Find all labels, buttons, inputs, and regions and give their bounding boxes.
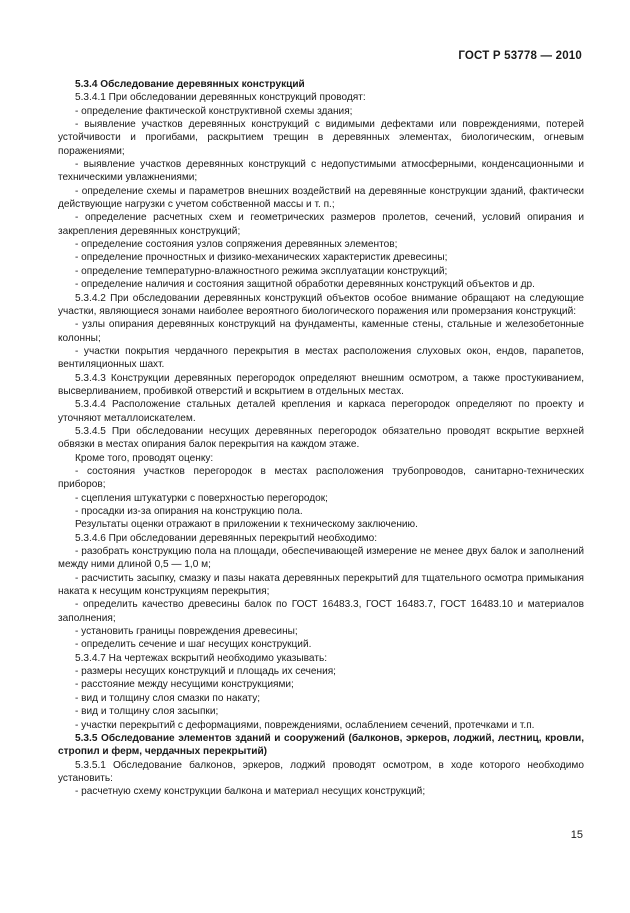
paragraph: - вид и толщину слоя засыпки; <box>75 706 219 718</box>
paragraph: - определение прочностных и физико-механических характеристик древесины; <box>75 252 448 264</box>
paragraph: - установить границы повреждения древесины; <box>75 626 298 638</box>
paragraph: - определить сечение и шаг несущих конструкций. <box>75 639 312 651</box>
paragraph: - узлы опирания деревянных конструкций на фундаменты, каменные стены, стальные и железобетонные колонны; <box>58 319 584 344</box>
paragraph: - выявление участков деревянных конструкций с видимыми дефектами или повреждениями, потерей устойчивости и прогибами, раскрытием трещин в деревянных элементах, биологическим, огневым поражениями; <box>58 119 584 157</box>
paragraph: - состояния участков перегородок в местах расположения трубопроводов, санитарно-технических приборов; <box>58 465 584 491</box>
paragraph: 5.3.4.1 При обследовании деревянных конструкций проводят: <box>75 92 366 104</box>
section-heading: 5.3.4 Обследование деревянных конструкций <box>75 79 305 90</box>
paragraph: 5.3.4.7 На чертежах вскрытий необходимо указывать: <box>75 652 328 664</box>
page-number: 15 <box>570 829 583 841</box>
standard-header: ГОСТ Р 53778 — 2010 <box>458 50 582 62</box>
paragraph: - определение фактической конструктивной схемы здания; <box>75 105 353 117</box>
paragraph: - участки покрытия чердачного перекрытия в местах расположения слуховых окон, ендов, парапетов, вентиляционных шахт. <box>58 345 584 371</box>
paragraph: Результаты оценки отражают в приложении к техническому заключению. <box>75 519 418 531</box>
paragraph: 5.3.4.5 При обследовании несущих деревянных перегородок обязательно проводят вскрытие верхней обвязки в местах опирания балок перекрытия на каждом этаже. <box>58 425 584 451</box>
paragraph: - просадки из-за опирания на конструкцию пола. <box>75 506 303 517</box>
paragraph: 5.3.4.2 При обследовании деревянных конструкций объектов особое внимание обращают на следующие участки, являющиеся зонами наиболее вероятного биологического поражения или промерзания конструкций: <box>58 292 584 317</box>
paragraph: - определить качество древесины балок по ГОСТ 16483.3, ГОСТ 16483.7, ГОСТ 16483.10 и материалов заполнения; <box>58 599 584 624</box>
paragraph: - участки перекрытий с деформациями, повреждениями, ослаблением сечений, протечками и т.п. <box>75 719 535 731</box>
paragraph: Кроме того, проводят оценку: <box>75 452 214 464</box>
paragraph: - расстояние между несущими конструкциями; <box>75 679 294 691</box>
paragraph: - определение температурно-влажностного режима эксплуатации конструкций; <box>75 265 448 277</box>
paragraph: - размеры несущих конструкций и площадь их сечения; <box>75 666 336 678</box>
paragraph: - сцепления штукатурки с поверхностью перегородок; <box>75 492 328 504</box>
paragraph: 5.3.4.6 При обследовании деревянных перекрытий необходимо: <box>75 532 378 544</box>
paragraph: 5.3.5.1 Обследование балконов, эркеров, лоджий проводят осмотром, в ходе которого необходимо установить: <box>58 759 584 784</box>
paragraph: - определение расчетных схем и геометрических размеров пролетов, сечений, условий опирания и закрепления деревянных конструкций; <box>58 212 584 237</box>
document-body <box>58 78 584 799</box>
paragraph: - определение наличия и состояния защитной обработки деревянных конструкций объектов и др. <box>75 279 535 291</box>
paragraph: 5.3.4.3 Конструкции деревянных перегородок определяют внешним осмотром, а также простукиванием, высверливанием, пробивкой отверстий и вскрытием в отдельных местах. <box>58 372 584 397</box>
paragraph: - вид и толщину слоя смазки по накату; <box>75 692 261 704</box>
paragraph: 5.3.4.4 Расположение стальных деталей крепления и каркаса перегородок определяют по проекту и уточняют металлоискателем. <box>58 399 584 424</box>
paragraph: - разобрать конструкцию пола на площади, обеспечивающей измерение не менее двух балок и заполнений между ними длиной 0,5 — 1,0 м; <box>58 546 584 571</box>
section-heading: 5.3.5 Обследование элементов зданий и сооружений (балконов, эркеров, лоджий, лестниц, кровли, стропил и ферм, чердачных перекрытий) <box>58 732 584 758</box>
paragraph: - определение схемы и параметров внешних воздействий на деревянные конструкции зданий, фактически действующие нагрузки с учетом собственной массы и т. п.; <box>58 185 584 211</box>
paragraph: - определение состояния узлов сопряжения деревянных элементов; <box>75 239 398 251</box>
paragraph: - выявление участков деревянных конструкций с недопустимыми атмосферными, конденсационными и техническими увлажнениями; <box>58 159 584 184</box>
paragraph: - расчистить засыпку, смазку и пазы наката деревянных перекрытий для тщательного осмотра примыкания наката к несущим конструкциям перекрытия; <box>58 572 584 598</box>
paragraph: - расчетную схему конструкции балкона и материал несущих конструкций; <box>75 786 426 798</box>
